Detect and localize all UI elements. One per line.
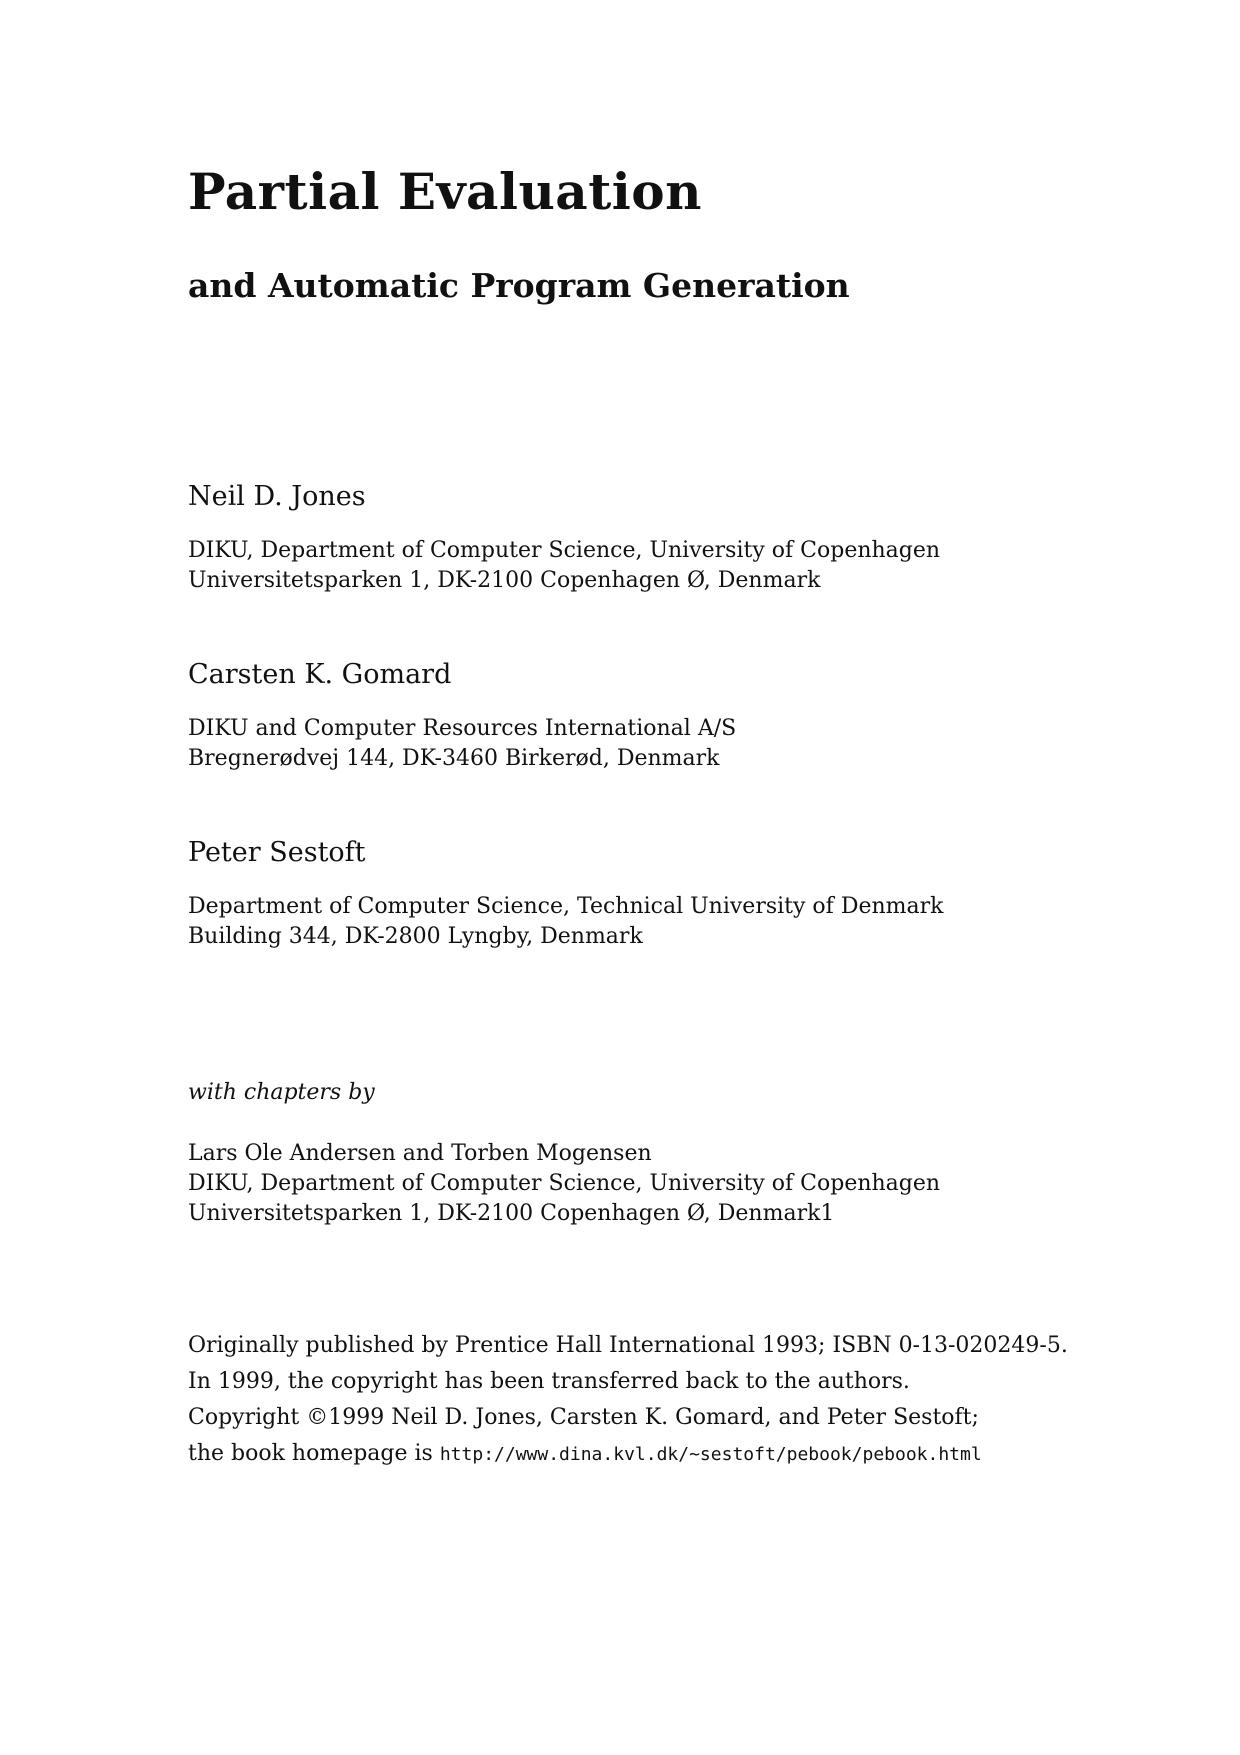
author-name: Neil D. Jones xyxy=(188,481,366,512)
author-block xyxy=(188,658,1188,774)
author-block xyxy=(188,836,1188,952)
homepage-line xyxy=(188,1436,1068,1473)
author-name: Carsten K. Gomard xyxy=(188,659,452,690)
author-affiliation xyxy=(188,714,1188,774)
author-block xyxy=(188,480,1188,596)
publication-info xyxy=(188,1328,1068,1473)
with-chapters-label: with chapters by xyxy=(188,1080,375,1105)
affiliation-line: DIKU and Computer Resources International A/S xyxy=(188,716,737,741)
book-subtitle: and Automatic Program Generation xyxy=(188,266,850,305)
copyright-line: Copyright ©1999 Neil D. Jones, Carsten K. Gomard, and Peter Sestoft; xyxy=(188,1405,979,1430)
homepage-prefix: the book homepage is xyxy=(188,1441,440,1466)
author-affiliation xyxy=(188,536,1188,596)
author-affiliation xyxy=(188,892,1188,952)
affiliation-line: Building 344, DK-2800 Lyngby, Denmark xyxy=(188,924,643,949)
affiliation-line: DIKU, Department of Computer Science, University of Copenhagen xyxy=(188,538,941,563)
homepage-url[interactable]: http://www.dina.kvl.dk/~sestoft/pebook/pebook.html xyxy=(439,1444,982,1465)
affiliation-line: DIKU, Department of Computer Science, University of Copenhagen xyxy=(188,1171,941,1196)
author-name: Peter Sestoft xyxy=(188,837,366,868)
publication-line: Originally published by Prentice Hall International 1993; ISBN 0-13-020249-5. xyxy=(188,1333,1068,1358)
contributors-block xyxy=(188,1139,940,1229)
book-title: Partial Evaluation xyxy=(188,162,702,221)
affiliation-line: Department of Computer Science, Technical University of Denmark xyxy=(188,894,944,919)
affiliation-line: Universitetsparken 1, DK-2100 Copenhagen Ø, Denmark1 xyxy=(188,1201,835,1226)
affiliation-line: Bregnerødvej 144, DK-3460 Birkerød, Denmark xyxy=(188,746,720,771)
affiliation-line: Universitetsparken 1, DK-2100 Copenhagen Ø, Denmark xyxy=(188,568,821,593)
contributor-names: Lars Ole Andersen and Torben Mogensen xyxy=(188,1141,652,1166)
publication-line: In 1999, the copyright has been transferred back to the authors. xyxy=(188,1369,910,1394)
